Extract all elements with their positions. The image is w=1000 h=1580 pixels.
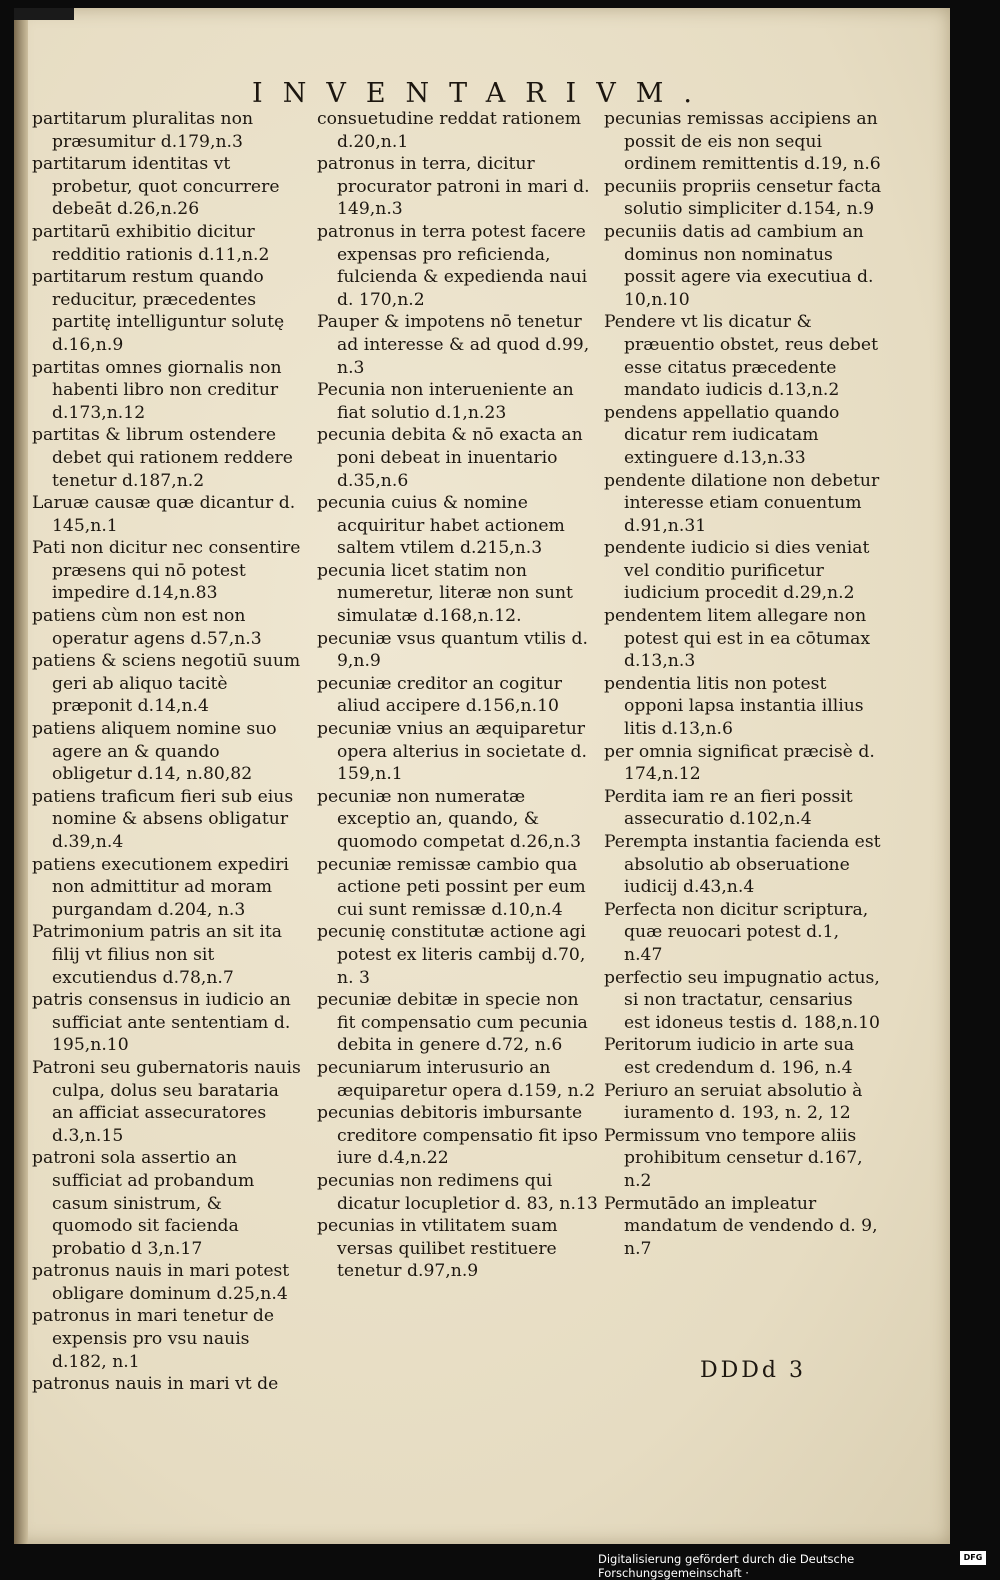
index-entry: patronus nauis in mari potest obligare dominum d.25,n.4: [32, 1261, 290, 1304]
page-spine-shadow: [14, 8, 28, 1544]
dfg-logo: DFG: [960, 1551, 986, 1565]
index-entry: pecunię constitutæ actione agi potest ex literis cambij d.70, n. 3: [317, 922, 586, 988]
index-entry: patiens traficum fieri sub eius nomine & absens obligatur d.39,n.4: [32, 786, 294, 852]
index-entry: partitarum identitas vt probetur, quot concurrere debeāt d.26,n.26: [32, 154, 280, 220]
index-entry: patiens aliquem nomine suo agere an & quando obligetur d.14, n.80,82: [32, 719, 277, 785]
index-entry: pecuniis propriis censetur facta solutio simpliciter d.154, n.9: [604, 176, 882, 220]
index-entry: patronus in mari tenetur de expensis pro vsu nauis d.182, n.1: [32, 1306, 275, 1372]
index-entry: patiens cùm non est non operatur agens d.57,n.3: [32, 606, 262, 649]
index-entry: patronus in terra potest facere expensas pro reficienda, fulcienda & expedienda naui d. 170,n.2: [317, 221, 588, 310]
index-entry: Patroni seu gubernatoris nauis culpa, dolus seu barataria an afficiat assecuratores d.3,n.15: [32, 1057, 301, 1146]
index-entry: pecunias remissas accipiens an possit de eis non sequi ordinem remittentis d.19, n.6: [604, 109, 881, 175]
index-entry: Permissum vno tempore aliis prohibitum censetur d.167, n.2: [604, 1125, 863, 1191]
index-column-2: [317, 108, 599, 1283]
index-entry: patiens & sciens negotiū suum geri ab aliquo tacitè præponit d.14,n.4: [32, 651, 301, 717]
index-entry: pecuniæ non numeratæ exceptio an, quando, & quomodo competat d.26,n.3: [317, 786, 582, 852]
index-entry: Periuro an seruiat absolutio à iuramento d. 193, n. 2, 12: [604, 1080, 863, 1124]
index-entry: pecuniæ vsus quantum vtilis d. 9,n.9: [317, 628, 588, 672]
index-entry: pendente dilatione non debetur interesse etiam conuentum d.91,n.31: [604, 470, 880, 536]
index-entry: Pauper & impotens nō tenetur ad interesse & ad quod d.99, n.3: [317, 312, 590, 378]
index-entry: patris consensus in iudicio an sufficiat ante sententiam d. 195,n.10: [32, 990, 291, 1056]
index-entry: pecunias debitoris imbursante creditore compensatio fit ipso iure d.4,n.22: [317, 1103, 598, 1169]
index-entry: pecuniæ remissæ cambio qua actione peti possint per eum cui sunt remissæ d.10,n.4: [317, 854, 586, 920]
index-entry: Pecunia non interueniente an fiat solutio d.1,n.23: [317, 380, 574, 423]
index-entry: patroni sola assertio an sufficiat ad probandum casum sinistrum, & quomodo sit facienda probatio d 3,n.17: [32, 1148, 255, 1259]
index-entry: pecunias in vtilitatem suam versas quilibet restituere tenetur d.97,n.9: [317, 1216, 558, 1282]
index-entry: pecuniæ vnius an æquiparetur opera alterius in societate d. 159,n.1: [317, 719, 587, 785]
index-entry: pendente iudicio si dies veniat vel conditio purificetur iudicium procedit d.29,n.2: [604, 538, 870, 604]
index-entry: Perempta instantia facienda est absolutio ab obseruatione iudicij d.43,n.4: [604, 832, 881, 898]
digitization-credit: Digitalisierung gefördert durch die Deutsche Forschungsgemeinschaft ·: [598, 1552, 855, 1580]
index-entry: Peritorum iudicio in arte sua est credendum d. 196, n.4: [604, 1035, 855, 1078]
book-page: [14, 8, 950, 1544]
index-entry: patronus nauis in mari vt de: [32, 1374, 279, 1395]
index-entry: pecunia debita & nō exacta an poni debeat in inuentario d.35,n.6: [317, 425, 583, 491]
index-entry: pecunias non redimens qui dicatur locupletior d. 83, n.13: [317, 1170, 598, 1214]
index-entry: pecunia cuius & nomine acquiritur habet actionem saltem vtilem d.215,n.3: [317, 493, 565, 559]
index-entry: Perdita iam re an fieri possit assecuratio d.102,n.4: [604, 786, 853, 830]
index-entry: partitarum restum quando reducitur, præcedentes partitę intelliguntur solutę d.16,n.9: [32, 267, 285, 355]
index-entry: partitas omnes giornalis non habenti libro non creditur d.173,n.12: [32, 357, 282, 423]
index-entry: partitas & librum ostendere debet qui rationem reddere tenetur d.187,n.2: [32, 425, 293, 491]
corner-mark: [14, 8, 74, 20]
running-header: INVENTARIVM.: [252, 78, 712, 109]
index-entry: patronus in terra, dicitur procurator patroni in mari d. 149,n.3: [317, 154, 590, 220]
index-entry: pecunia licet statim non numeretur, literæ non sunt simulatæ d.168,n.12.: [317, 560, 573, 627]
index-entry: Pati non dicitur nec consentire præsens qui nō potest impedire d.14,n.83: [32, 538, 301, 604]
index-entry: partitarū exhibitio dicitur redditio rationis d.11,n.2: [32, 221, 270, 265]
index-entry: Pendere vt lis dicatur & præuentio obstet, reus debet esse citatus præcedente mandato iudicis d.13,n.2: [604, 312, 878, 401]
index-entry: pecuniæ creditor an cogitur aliud accipere d.156,n.10: [317, 673, 562, 717]
index-entry: pendentem litem allegare non potest qui est in ea cōtumax d.13,n.3: [604, 606, 871, 672]
index-entry: pecuniæ debitæ in specie non fit compensatio cum pecunia debita in genere d.72, n.6: [317, 990, 588, 1056]
index-entry: patiens executionem expediri non admittitur ad moram purgandam d.204, n.3: [32, 854, 289, 920]
index-entry: Laruæ causæ quæ dicantur d. 145,n.1: [32, 493, 296, 536]
index-entry: Patrimonium patris an sit ita filij vt filius non sit excutiendus d.78,n.7: [32, 922, 282, 988]
index-entry: partitarum pluralitas non præsumitur d.179,n.3: [32, 109, 254, 152]
index-column-3: [604, 108, 882, 1260]
index-column-1: [32, 108, 304, 1396]
index-entry: consuetudine reddat rationem d.20,n.1: [317, 109, 582, 152]
index-entry: pecuniarum interusurio an æquiparetur opera d.159, n.2: [317, 1057, 596, 1101]
index-entry: pecuniis datis ad cambium an dominus non nominatus possit agere via executiua d. 10,n.10: [604, 221, 874, 310]
index-entry: perfectio seu impugnatio actus, si non tractatur, censarius est idoneus testis d. 188,n.10: [604, 967, 880, 1033]
index-entry: Perfecta non dicitur scriptura, quæ reuocari potest d.1, n.47: [604, 899, 869, 965]
index-entry: Permutādo an impleatur mandatum de vendendo d. 9, n.7: [604, 1193, 878, 1259]
index-entry: per omnia significat præcisè d. 174,n.12: [604, 741, 875, 785]
index-entry: pendens appellatio quando dicatur rem iudicatam extinguere d.13,n.33: [604, 402, 840, 468]
signature-mark: DDDd 3: [700, 1358, 806, 1383]
index-entry: pendentia litis non potest opponi lapsa instantia illius litis d.13,n.6: [604, 673, 864, 740]
